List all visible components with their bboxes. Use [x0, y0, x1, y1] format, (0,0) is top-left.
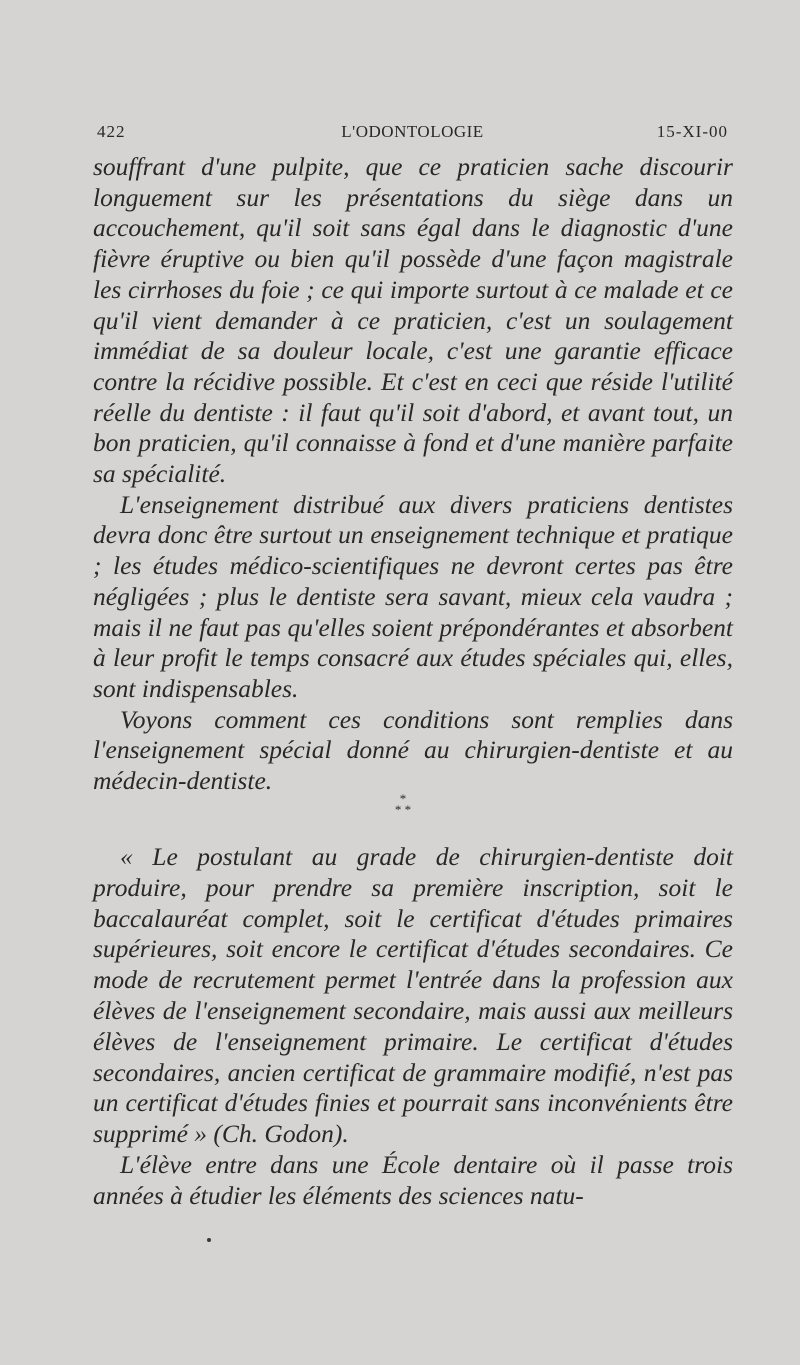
journal-title: L'ODONTOLOGIE: [341, 122, 484, 141]
page-number: 422: [97, 122, 126, 141]
asterism-bottom: * *: [394, 802, 412, 817]
running-head: [97, 122, 728, 148]
asterism-separator: [388, 793, 418, 823]
asterism-top: *: [399, 791, 407, 806]
paragraph-continues: L'élève entre dans une École dentaire où il passe trois années à étudier les éléments des sciences natu-: [93, 1149, 733, 1210]
paragraph: L'enseignement distribué aux divers praticiens dentistes devra donc être surtout un enseignement technique et pratique ; les études médico-scientifiques ne devront certes pas être négligées ; plus le dentiste sera savant, mieux cela vaudra ; mais il ne faut pas qu'elles soient prépondérantes et absorbent à leur profit le temps consacré aux études spéciales qui, elles, sont indispensables.: [93, 489, 733, 703]
text-block-2: [93, 842, 733, 1212]
paragraph: Voyons comment ces conditions sont remplies dans l'enseignement spécial donné au chirurgien-dentiste et au médecin-dentiste.: [93, 704, 733, 796]
issue-date: 15-XI-00: [656, 122, 728, 141]
ink-speck: [207, 1238, 211, 1242]
paragraph-continued: souffrant d'une pulpite, que ce praticien sache discourir longuement sur les présentations du siège dans un accouchement, qu'il soit sans égal dans le diagnostic d'une fièvre éruptive ou bien qu'il possède d'une façon magistrale les cirrhoses du foie ; ce qui importe surtout à ce malade et ce qu'il vient demander à ce praticien, c'est un soulagement immédiat de sa douleur locale, c'est une garantie efficace contre la récidive possible. Et c'est en ceci que réside l'utilité réelle du dentiste : il faut qu'il soit d'abord, et avant tout, un bon praticien, qu'il connaisse à fond et d'une manière parfaite sa spécialité.: [93, 152, 733, 489]
quotation-paragraph: « Le postulant au grade de chirurgien-dentiste doit produire, pour prendre sa première inscription, soit le baccalauréat complet, soit le certificat d'études primaires supérieures, soit encore le certificat d'études secondaires. Ce mode de recrutement permet l'entrée dans la profession aux élèves de l'enseignement secondaire, mais aussi aux meilleurs élèves de l'enseignement primaire. Le certificat d'études secondaires, ancien certificat de grammaire modifié, n'est pas un certificat d'études finies et pourrait sans inconvénients être supprimé » (Ch. Godon).: [93, 842, 733, 1149]
text-block-1: [93, 152, 733, 797]
